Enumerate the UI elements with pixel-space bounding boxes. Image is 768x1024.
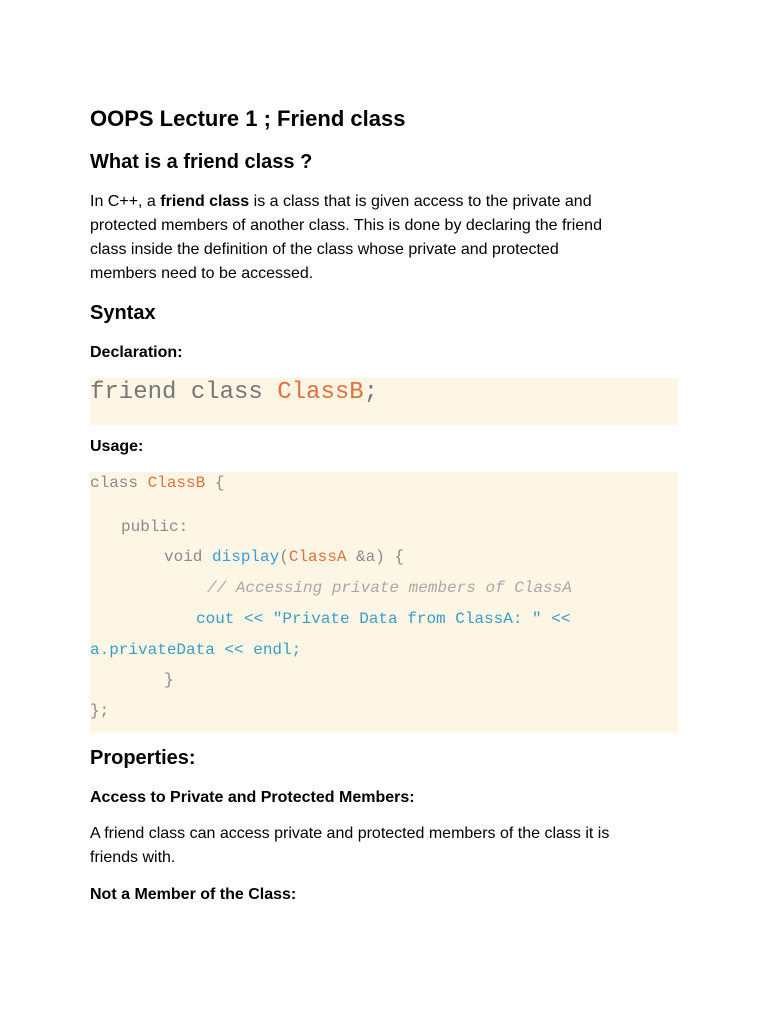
code-keyword: class <box>90 474 148 492</box>
section-heading-what: What is a friend class ? <box>90 151 313 173</box>
code-function-name: display <box>212 548 280 566</box>
property-1-text <box>90 822 678 870</box>
declaration-code-block <box>90 378 678 425</box>
code-param: &a) { <box>346 548 405 566</box>
code-paren: ( <box>279 548 289 566</box>
code-keyword: void <box>164 548 213 566</box>
intro-line-1 <box>90 190 678 214</box>
property-1-line-1: A friend class can access private and protected members of the class it is <box>90 825 610 842</box>
code-keyword: friend class <box>90 379 278 406</box>
code-semicolon: ; <box>363 379 379 406</box>
page-title: OOPS Lecture 1 ; Friend class <box>90 106 406 131</box>
usage-code-block <box>90 472 678 733</box>
intro-line-4: members need to be accessed. <box>90 265 314 282</box>
code-classname: ClassB <box>147 474 206 492</box>
intro-paragraph <box>90 190 678 286</box>
code-classname: ClassB <box>277 379 364 406</box>
code-line-3 <box>164 548 404 566</box>
section-heading-syntax: Syntax <box>90 302 156 324</box>
intro-prefix: In C++, a <box>90 193 161 210</box>
section-heading-properties: Properties: <box>90 747 196 769</box>
code-comment-line: // Accessing private members of ClassA <box>207 579 572 597</box>
property-1-heading: Access to Private and Protected Members: <box>90 789 415 806</box>
code-line-5: cout << "Private Data from ClassA: " << <box>196 610 571 628</box>
property-2-heading: Not a Member of the Class: <box>90 886 297 903</box>
property-1-line-2: friends with. <box>90 849 176 866</box>
intro-rest: is a class that is given access to the private and <box>249 193 592 210</box>
intro-line-2: protected members of another class. This is done by declaring the friend <box>90 217 602 234</box>
code-param-type: ClassA <box>288 548 347 566</box>
code-line-6: a.privateData << endl; <box>90 641 302 659</box>
intro-bold-term: friend class <box>160 193 250 210</box>
declaration-label: Declaration: <box>90 344 183 361</box>
code-line-8: }; <box>90 702 110 720</box>
code-line-7: } <box>164 671 174 689</box>
usage-label: Usage: <box>90 438 144 455</box>
declaration-code-line <box>90 379 378 406</box>
intro-line-3: class inside the definition of the class whose private and protected <box>90 241 559 258</box>
code-line-2: public: <box>121 518 189 536</box>
code-brace: { <box>205 474 225 492</box>
code-line-1 <box>90 474 224 492</box>
